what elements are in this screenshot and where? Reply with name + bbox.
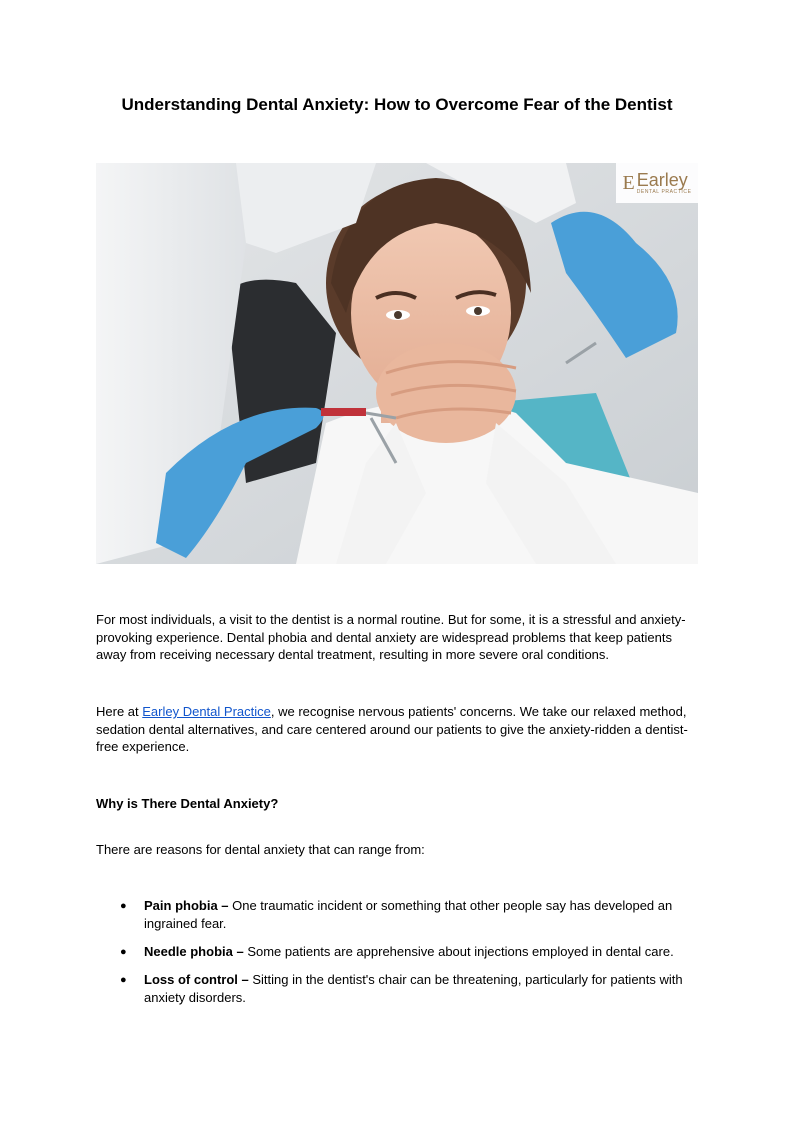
bullet-icon: ●: [120, 974, 127, 986]
page-title: Understanding Dental Anxiety: How to Overcome Fear of the Dentist: [121, 95, 673, 114]
logo-brand: Earley: [636, 169, 688, 190]
anxious-patient-illustration: [96, 163, 698, 564]
reason-text: Some patients are apprehensive about injections employed in dental care.: [243, 944, 674, 959]
practice-paragraph: [96, 703, 700, 756]
intro-paragraph: For most individuals, a visit to the dentist is a normal routine. But for some, it is a stressful and anxiety-provoking experience. Dental phobia and dental anxiety are widespread problems that keep patients away from receiving necessary dental treatment, resulting in more severe oral conditions.: [96, 612, 686, 662]
reason-term: Needle phobia –: [144, 944, 244, 959]
reason-text: Sitting in the dentist's chair can be threatening, particularly for patients with anxiety disorders.: [144, 972, 683, 1005]
hero-image: [96, 163, 698, 564]
reason-text: One traumatic incident or something that other people say has developed an ingrained fear.: [144, 898, 673, 931]
bullet-icon: ●: [120, 900, 127, 912]
earley-dental-practice-link[interactable]: Earley Dental Practice: [142, 704, 271, 719]
practice-text-before: Here at: [96, 704, 143, 719]
logo-mark: E: [622, 172, 635, 194]
reasons-intro: There are reasons for dental anxiety that can range from:: [96, 842, 425, 857]
reason-term: Loss of control –: [144, 972, 249, 987]
brand-logo: [616, 163, 698, 203]
reason-term: Pain phobia –: [144, 898, 229, 913]
practice-text-after: , we recognise nervous patients' concerns. We take our relaxed method, sedation dental alternatives, and care centered around our patients to give the anxiety-ridden a dentist-free experience.: [96, 704, 688, 754]
logo-subtitle: DENTAL PRACTICE: [636, 188, 692, 195]
section-heading: Why is There Dental Anxiety?: [96, 796, 279, 811]
bullet-icon: ●: [120, 946, 127, 958]
